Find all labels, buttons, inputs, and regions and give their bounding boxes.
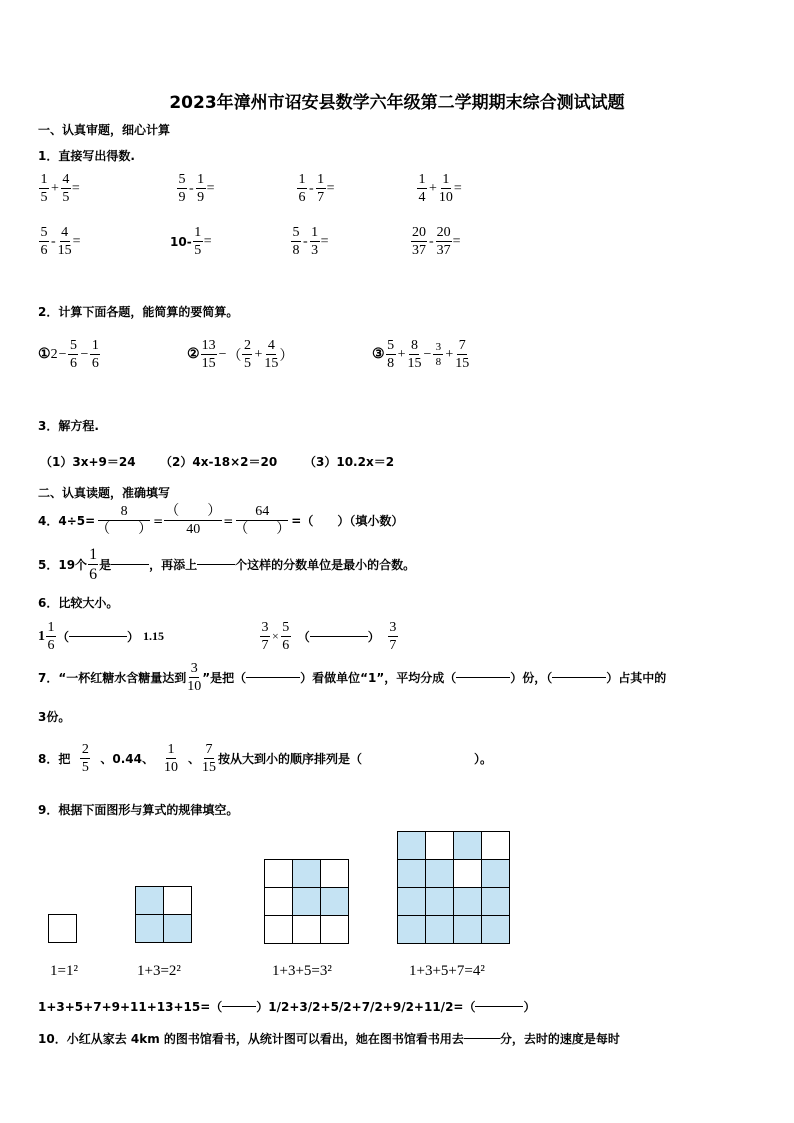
q2-expr-2 — [187, 338, 293, 371]
answer-blank[interactable] — [111, 564, 149, 565]
operator: + — [51, 180, 59, 196]
operator: - — [309, 180, 314, 196]
answer-blank[interactable] — [464, 1038, 500, 1039]
equals: = — [223, 513, 234, 528]
grid-cell — [454, 860, 482, 888]
grid-caption-3: 1+3+5=3² — [272, 963, 332, 979]
fraction: $\frac{1}{10}$ — [438, 172, 453, 205]
q10-text: 10．小红从家去 4km 的图书馆看书，从统计图可以看出，她在图书馆看书用去 — [38, 1032, 464, 1046]
operator: + — [445, 346, 454, 362]
equals: = — [153, 513, 164, 528]
grid-cell — [293, 916, 321, 944]
fraction: $\frac{3}{8}$ — [433, 341, 443, 368]
paren: ） — [367, 630, 380, 644]
grid-cell — [49, 915, 77, 943]
operator: - — [51, 233, 56, 249]
fraction: 13 15 — [201, 338, 216, 371]
q1-item — [38, 172, 80, 205]
fraction: 1 6 — [298, 172, 306, 205]
fraction: $\frac{1}{6}$ — [91, 338, 99, 371]
grid-cell-shaded — [426, 916, 454, 944]
equals: = — [203, 233, 212, 249]
fraction: 8 （ ） — [96, 504, 153, 537]
operator: × — [272, 629, 279, 643]
answer-blank[interactable] — [310, 636, 368, 637]
grid-cell-shaded — [398, 832, 426, 860]
grid-cell-shaded — [398, 888, 426, 916]
grid-cell-shaded — [482, 916, 510, 944]
operator: − — [58, 346, 67, 362]
q4-suffix: =（ ）（填小数） — [291, 514, 404, 528]
section-one-heading: 一、认真审题，细心计算 — [38, 123, 171, 137]
fraction: $\frac{5}{6}$ — [282, 620, 290, 653]
answer-blank[interactable] — [222, 1006, 256, 1007]
q8-text: 、0.44、 — [100, 752, 154, 766]
section-two-heading: 二、认真读题，准确填写 — [38, 486, 171, 500]
fraction: 1 6 — [47, 620, 55, 653]
page-title: 2023年漳州市诏安县数学六年级第二学期期末综合测试试题 — [169, 93, 625, 113]
fraction: 5 6 — [40, 225, 48, 258]
grid-cell-shaded — [482, 860, 510, 888]
grid-cell-shaded — [136, 887, 164, 915]
fraction: 2 5 — [243, 338, 251, 371]
circle-number-1: ① — [38, 347, 51, 362]
q6-label: 6．比较大小。 — [38, 596, 119, 610]
q9-label: 9．根据下面图形与算式的规律填空。 — [38, 803, 239, 817]
grid-caption-1: 1=1² — [50, 963, 78, 979]
fraction: （ ） 40 — [165, 504, 222, 537]
grid-caption-4: 1+3+5+7=4² — [409, 963, 485, 979]
fraction: $\frac{3}{7}$ — [261, 620, 269, 653]
equals: = — [452, 233, 461, 249]
fraction: $\frac{1}{7}$ — [317, 172, 325, 205]
fraction: 5 8 — [292, 225, 300, 258]
compare-value: 1.15 — [143, 629, 165, 643]
fraction: $\frac{20}{37}$ — [436, 225, 451, 258]
grid-cell — [482, 832, 510, 860]
operator: - — [429, 233, 434, 249]
grid-cell-shaded — [164, 915, 192, 943]
q7-text: ）占其中的 — [606, 671, 667, 685]
grid-cell-shaded — [426, 860, 454, 888]
paren: （ — [227, 348, 242, 364]
grid-cell-shaded — [426, 888, 454, 916]
fraction: 3 7 — [389, 620, 397, 653]
q7-text: ）份，（ — [510, 671, 553, 685]
grid-cell-shaded — [321, 888, 349, 916]
operator: - — [189, 180, 194, 196]
q1-label: 1．直接写出得数. — [38, 149, 135, 163]
fraction: 7 15 — [201, 742, 216, 775]
answer-blank[interactable] — [475, 1006, 523, 1007]
grid-cell-shaded — [398, 860, 426, 888]
q1-item — [38, 225, 81, 258]
answer-blank[interactable] — [552, 677, 606, 678]
q3-equation-1: （1）3x+9＝24 — [40, 455, 136, 469]
fraction: 1 4 — [418, 172, 426, 205]
q1-item — [290, 225, 329, 258]
q5-text: 是 — [99, 558, 112, 572]
q8-text: 8．把 — [38, 752, 71, 766]
q1-item — [416, 172, 462, 205]
q5-text: ，再添上 — [149, 558, 198, 572]
equals: = — [72, 233, 81, 249]
fraction: 1 5 — [40, 172, 48, 205]
answer-blank[interactable] — [456, 677, 510, 678]
q7-line-2: 3份。 — [38, 710, 71, 724]
circle-number-3: ③ — [372, 347, 385, 362]
answer-blank[interactable] — [197, 564, 235, 565]
grid-cell — [321, 916, 349, 944]
q8-text: 按从大到小的顺序排列是（ — [217, 752, 362, 766]
q4-prefix: 4．4÷5= — [38, 514, 96, 528]
grid-cell-shaded — [454, 888, 482, 916]
q7-text: ）看做单位“1”，平均分成（ — [300, 671, 457, 685]
fraction: $\frac{5}{6}$ — [69, 338, 77, 371]
grid-cell-shaded — [482, 888, 510, 916]
q5-line — [38, 546, 415, 583]
grid-cell — [265, 916, 293, 944]
fraction: 3 10 — [187, 661, 202, 694]
q9-text: ） — [523, 1000, 536, 1014]
fraction: $\frac{1}{3}$ — [311, 225, 319, 258]
paren: ） — [127, 630, 140, 644]
fraction: $\frac{8}{15}$ — [407, 338, 422, 371]
fraction: 5 8 — [387, 338, 395, 371]
q9-text: ）1/2+3/2+5/2+7/2+9/2+11/2=（ — [256, 1000, 476, 1014]
grid-cell-shaded — [136, 915, 164, 943]
fraction: 64 （ ） — [234, 504, 291, 537]
operator: − — [218, 346, 227, 362]
paren: （ — [57, 630, 70, 644]
grid-cell — [265, 860, 293, 888]
q1-item — [176, 172, 215, 205]
q2-expr-3 — [372, 338, 470, 371]
grid-cell-shaded — [398, 916, 426, 944]
fraction: 5 9 — [178, 172, 186, 205]
operator: + — [429, 180, 437, 196]
q3-equation-3: （3）10.2x＝2 — [304, 455, 395, 469]
grid-cell-shaded — [293, 860, 321, 888]
grid-cell — [321, 860, 349, 888]
q1-item — [296, 172, 335, 205]
expr-term: 2 — [50, 346, 58, 362]
equals: = — [206, 180, 215, 196]
equals: = — [453, 180, 462, 196]
fraction: $\frac{1}{5}$ — [194, 225, 202, 258]
operator: + — [397, 346, 406, 362]
grid-caption-2: 1+3=2² — [137, 963, 181, 979]
equals: = — [326, 180, 335, 196]
fraction: $\frac{7}{15}$ — [455, 338, 470, 371]
fraction: $\frac{4}{15}$ — [57, 225, 72, 258]
q6-compare-1 — [38, 620, 164, 653]
square-grid-4x4 — [397, 831, 510, 944]
answer-blank[interactable] — [246, 677, 300, 678]
q8-line — [38, 742, 492, 775]
q10-line — [38, 1030, 620, 1047]
expr-term: 10- — [170, 234, 192, 249]
fraction: $\frac{4}{15}$ — [264, 338, 279, 371]
q6-compare-2 — [259, 620, 399, 653]
fraction: $\frac{1}{9}$ — [197, 172, 205, 205]
paren: （ — [297, 630, 310, 644]
grid-cell — [265, 888, 293, 916]
q8-text: ）。 — [474, 752, 493, 766]
square-grid-1x1 — [48, 914, 77, 943]
q3-equation-2: （2）4x-18×2＝20 — [160, 455, 278, 469]
q4-line — [38, 504, 403, 537]
q10-text: 分，去时的速度是每时 — [499, 1032, 620, 1046]
q1-item — [410, 225, 461, 258]
answer-blank[interactable] — [69, 636, 127, 637]
grid-cell-shaded — [454, 916, 482, 944]
q1-item — [170, 225, 212, 258]
equals: = — [320, 233, 329, 249]
square-grid-3x3 — [264, 859, 349, 944]
grid-cell — [426, 832, 454, 860]
q5-text: 个这样的分数单位是最小的合数。 — [235, 558, 416, 572]
fraction: 2 5 — [81, 742, 89, 775]
q7-line — [38, 661, 666, 694]
q9-text: 1+3+5+7+9+11+13+15=（ — [38, 1000, 223, 1014]
whole-number: 1 — [38, 628, 45, 644]
q2-expr-1 — [38, 338, 101, 371]
fraction: $\frac{4}{5}$ — [62, 172, 70, 205]
grid-cell-shaded — [454, 832, 482, 860]
grid-cell — [164, 887, 192, 915]
q7-text: 7．“一杯红糖水含糖量达到 — [38, 671, 187, 685]
q8-text: 、 — [187, 752, 200, 766]
q5-prefix: 5．19个 — [38, 558, 88, 572]
square-grid-2x2 — [135, 886, 192, 943]
operator: + — [254, 346, 263, 362]
equals: = — [71, 180, 80, 196]
q7-text: ”是把（ — [202, 671, 247, 685]
operator: - — [303, 233, 308, 249]
operator: − — [80, 346, 89, 362]
fraction: 1 6 — [89, 546, 98, 583]
q9-fill-line — [38, 998, 535, 1015]
grid-cell-shaded — [293, 888, 321, 916]
circle-number-2: ② — [187, 347, 200, 362]
fraction: 20 37 — [412, 225, 426, 258]
fraction: 1 10 — [163, 742, 178, 775]
q3-label: 3．解方程. — [38, 419, 99, 433]
q2-label: 2．计算下面各题，能简算的要简算。 — [38, 305, 239, 319]
operator: − — [423, 346, 432, 362]
paren: ） — [279, 348, 294, 364]
